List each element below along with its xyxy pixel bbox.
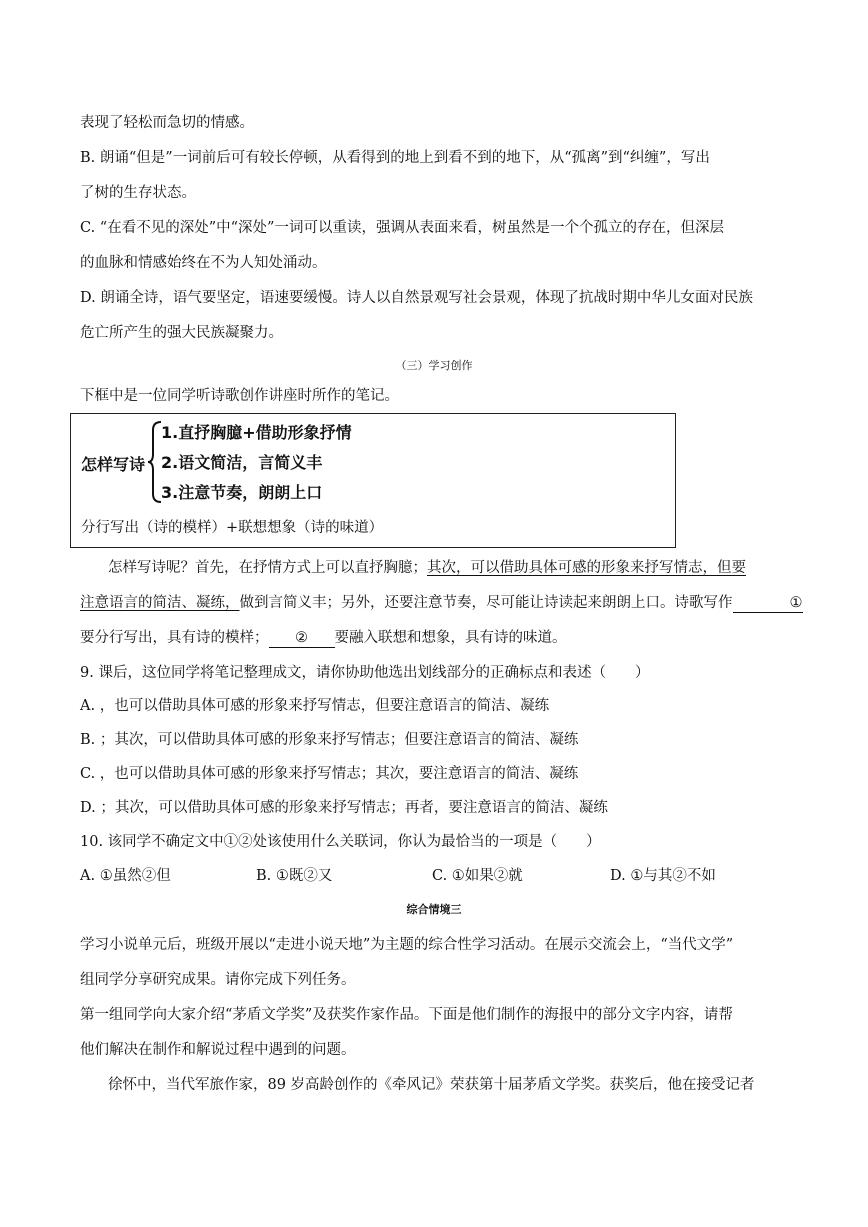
text-line: 的血脉和情感始终在不为人知处涌动。: [80, 255, 327, 271]
section-title: （三）学习创作: [395, 359, 473, 372]
note-heading: 怎样写诗: [81, 455, 146, 474]
option-d-line: D. 朗诵全诗，语气要坚定，语速要缓慢。诗人以自然景观写社会景观，体现了抗战时期中华儿女面对民族: [80, 290, 753, 306]
q9-option-c: C. ，也可以借助具体可感的形象来抒写情志；其次，要注意语言的简洁、凝练: [80, 766, 579, 782]
q10-option-c: C. ①如果②就: [432, 868, 523, 884]
blank-2: ②: [269, 629, 335, 648]
q9-option-d: D. ；其次，可以借助具体可感的形象来抒写情志；再者，要注意语言的简洁、凝练: [80, 800, 608, 816]
note-point: 3.注意节奏，朗朗上口: [161, 483, 323, 502]
question-9-stem: 9. 课后，这位同学将笔记整理成文，请你协助他选出划线部分的正确标点和表述（ ）: [80, 665, 650, 681]
passage-text: 要分行写出，具有诗的模样；: [80, 630, 269, 646]
q10-option-d: D. ①与其②不如: [610, 868, 716, 884]
note-point: 2.语文简洁，言简义丰: [161, 453, 323, 472]
passage-line: [108, 558, 746, 578]
note-box: [70, 413, 676, 548]
passage-text: 要融入联想和想象，具有诗的味道。: [334, 630, 567, 646]
scenario-line: 徐怀中，当代军旅作家，89 岁高龄创作的《牵风记》荣获第十届茅盾文学奖。获奖后，他在接受记者: [108, 1077, 755, 1093]
option-c-line: C. “在看不见的深处”中“深处”一词可以重读，强调从表面来看，树虽然是一个个孤立的存在，但深层: [80, 220, 724, 236]
option-b-line: B. 朗诵“但是”一词前后可有较长停顿，从看得到的地上到看不到的地下，从“孤离”到“纠缠”，写出: [80, 150, 710, 166]
text-line: 表现了轻松而急切的情感。: [80, 115, 254, 131]
intro-text: 下框中是一位同学听诗歌创作讲座时所作的笔记。: [80, 388, 399, 404]
question-10-stem: 10. 该同学不确定文中①②处该使用什么关联词，你认为最恰当的一项是（ ）: [80, 834, 601, 850]
note-footer: 分行写出（诗的模样）+联想想象（诗的味道）: [81, 520, 384, 536]
q10-option-b: B. ①既②又: [256, 868, 333, 884]
scenario-line: 组同学分享研究成果。请你完成下列任务。: [80, 972, 356, 988]
q10-options: [80, 866, 716, 886]
blank-1: ①: [733, 594, 803, 613]
passage-line: [80, 593, 803, 613]
passage-line: [80, 628, 567, 648]
text-line: 危亡所产生的强大民族凝聚力。: [80, 325, 283, 341]
scenario-line: 学习小说单元后，班级开展以“走进小说天地”为主题的综合性学习活动。在展示交流会上，“当代文学”: [80, 937, 734, 953]
q10-option-a: A. ①虽然②但: [80, 868, 171, 884]
passage-text: 怎样写诗呢？首先，在抒情方式上可以直抒胸臆；: [108, 560, 427, 576]
note-point: 1.直抒胸臆+借助形象抒情: [161, 423, 352, 442]
q9-option-b: B. ；其次，可以借助具体可感的形象来抒写情志；但要注意语言的简洁、凝练: [80, 732, 579, 748]
scenario-line: 第一组同学向大家介绍“茅盾文学奖”及获奖作家作品。下面是他们制作的海报中的部分文字内容，请帮: [80, 1007, 733, 1023]
scenario-line: 他们解决在制作和解说过程中遇到的问题。: [80, 1042, 356, 1058]
text-line: 了树的生存状态。: [80, 185, 196, 201]
passage-text: 做到言简义丰；另外，还要注意节奏，尽可能让诗读起来朗朗上口。诗歌写作: [239, 595, 733, 611]
underlined-text: 其次，可以借助具体可感的形象来抒写情志，但要: [427, 560, 746, 576]
underlined-text: 注意语言的简洁、凝练，: [80, 595, 240, 611]
q9-option-a: A. ，也可以借助具体可感的形象来抒写情志，但要注意语言的简洁、凝练: [80, 698, 550, 714]
scenario-title: 综合情境三: [406, 903, 462, 916]
